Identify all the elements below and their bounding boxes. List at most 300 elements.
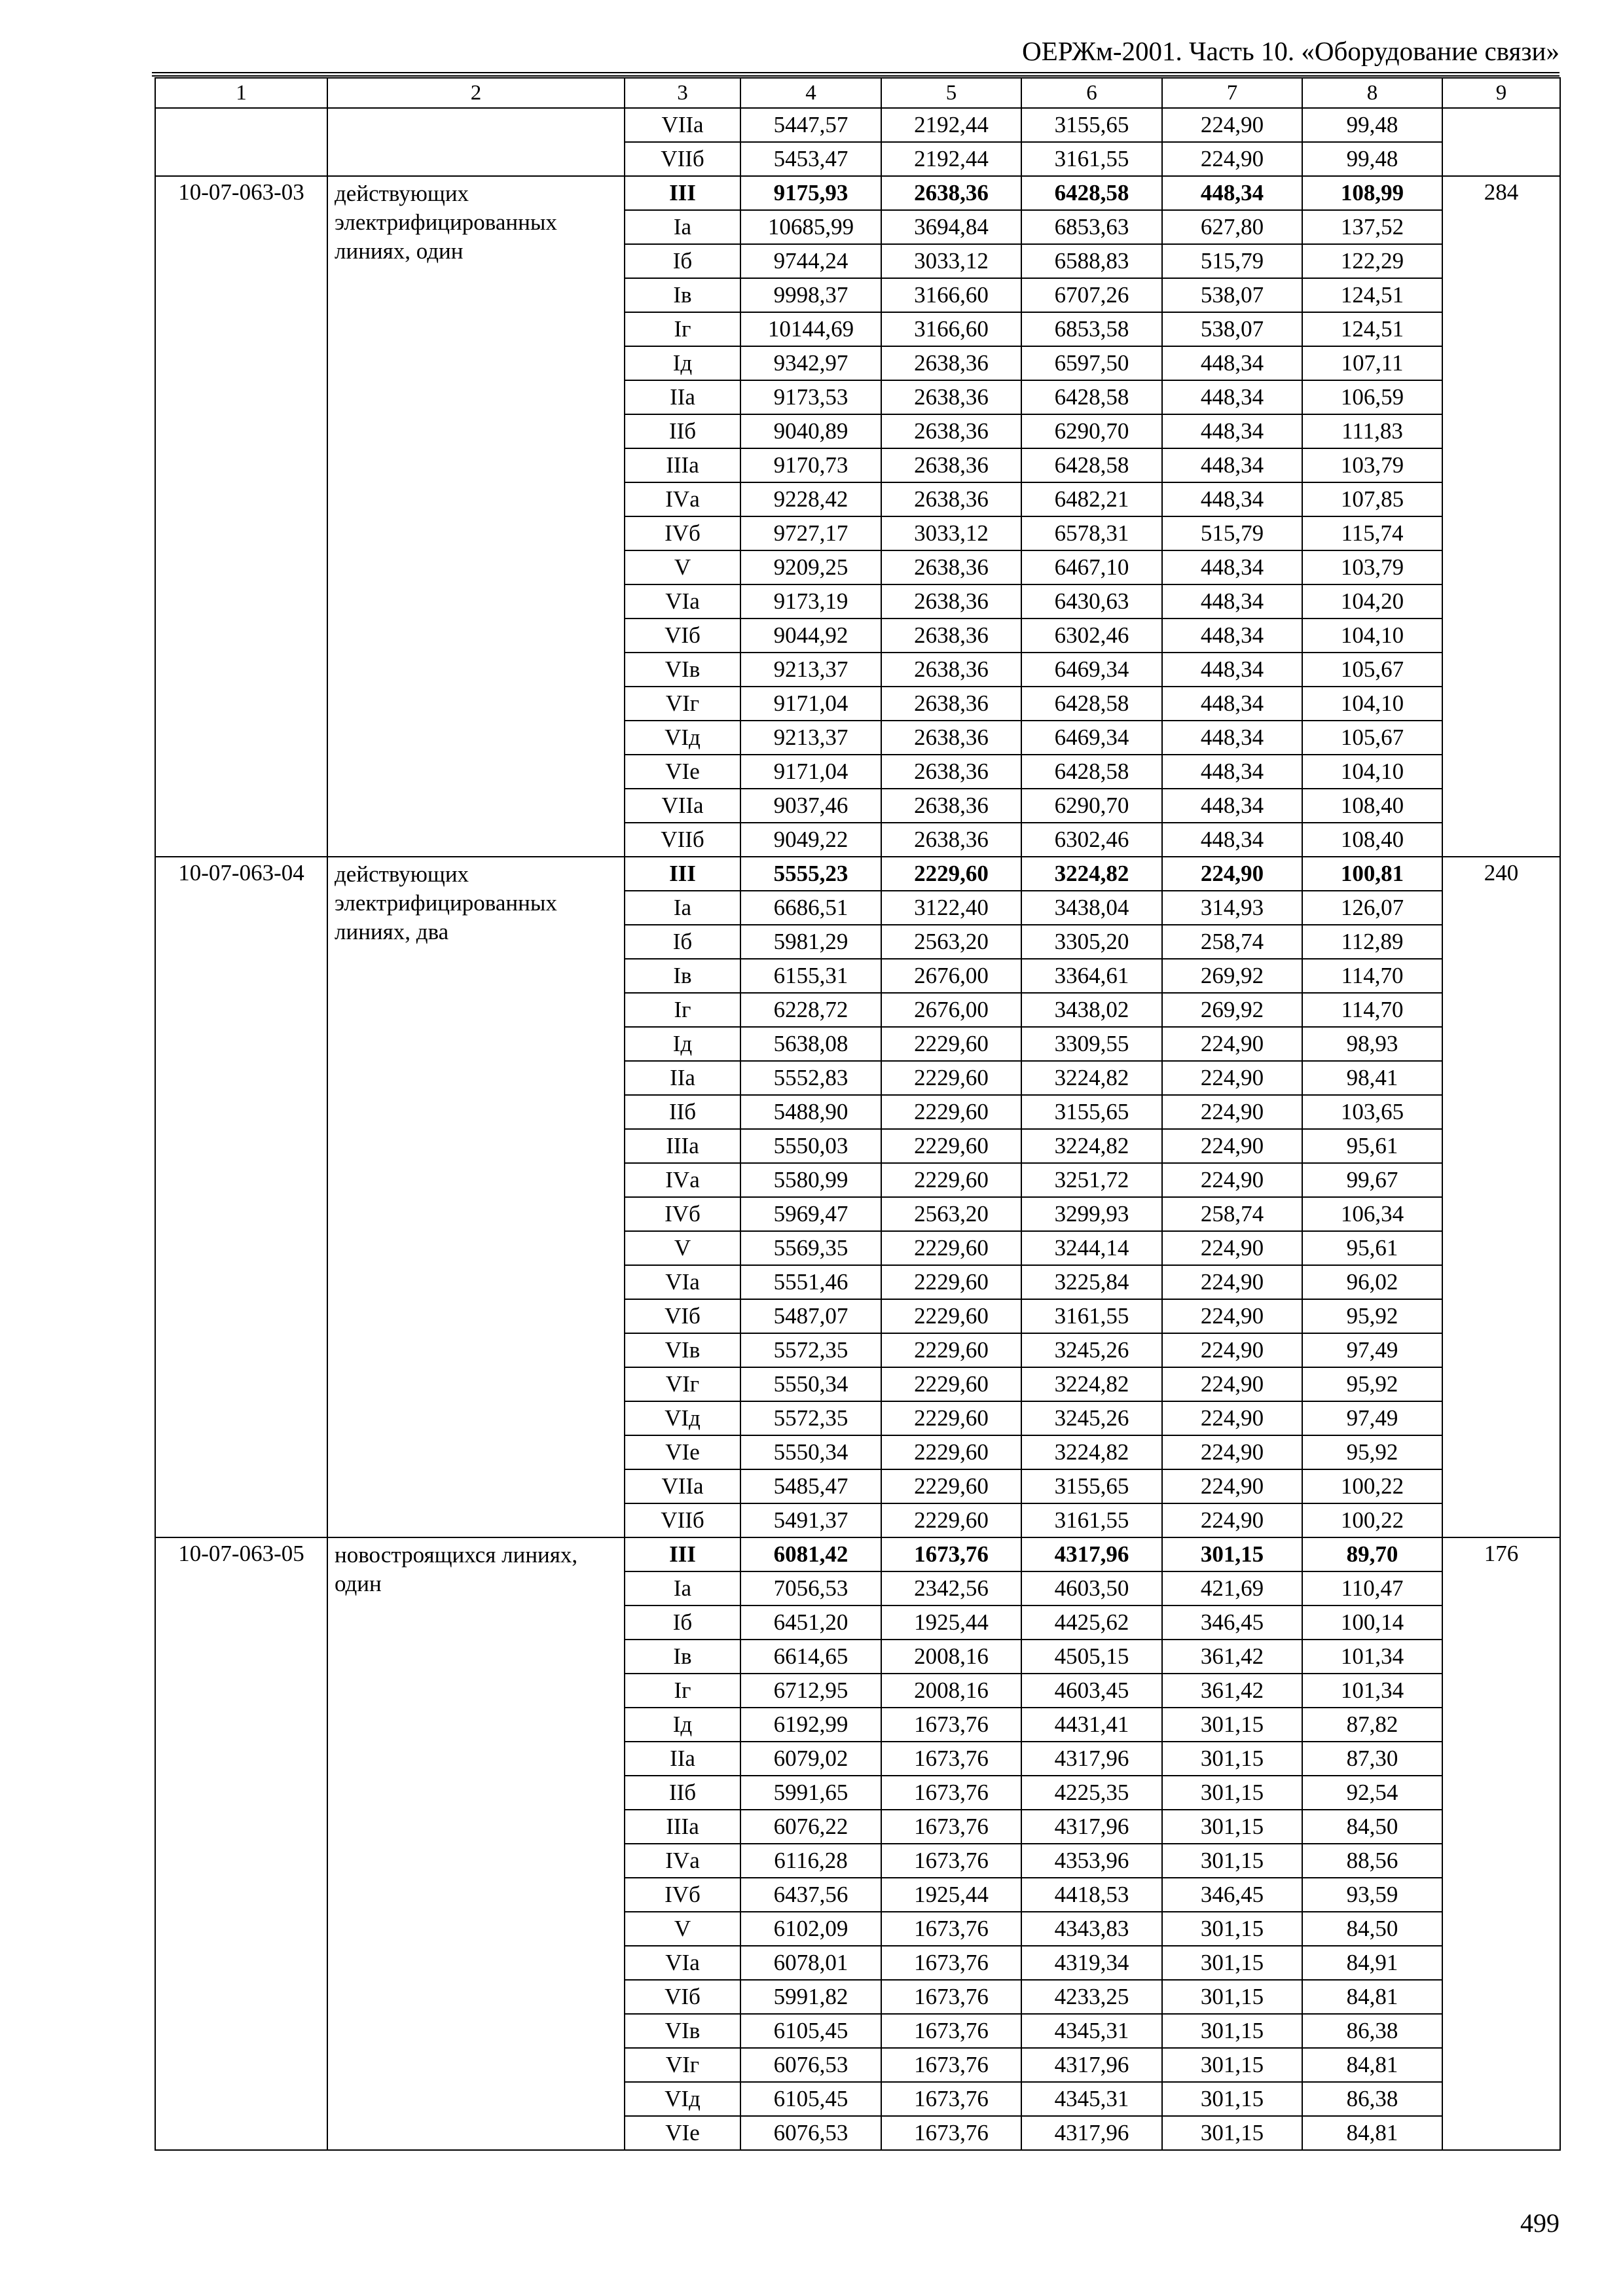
value-cell: 301,15 (1162, 2014, 1302, 2048)
table-row (155, 176, 1560, 210)
value-cell: 2638,36 (881, 380, 1021, 414)
value-cell: 448,34 (1162, 550, 1302, 584)
value-cell: 5550,34 (740, 1367, 881, 1401)
value-cell: 3225,84 (1021, 1265, 1162, 1299)
value-cell: 3245,26 (1021, 1401, 1162, 1435)
value-cell: 5491,37 (740, 1503, 881, 1537)
value-cell: 6437,56 (740, 1878, 881, 1912)
value-cell: 98,93 (1302, 1027, 1442, 1061)
value-cell: 6428,58 (1021, 380, 1162, 414)
value-cell: 2676,00 (881, 993, 1021, 1027)
value-cell: 3224,82 (1021, 1129, 1162, 1163)
value-cell: 4317,96 (1021, 2048, 1162, 2082)
value-cell: 3161,55 (1021, 1299, 1162, 1333)
value-cell: 95,92 (1302, 1299, 1442, 1333)
value-cell: 4225,35 (1021, 1776, 1162, 1810)
value-cell: 4418,53 (1021, 1878, 1162, 1912)
column-number-row (155, 78, 1560, 108)
value-cell: 2638,36 (881, 755, 1021, 789)
value-cell: 6482,21 (1021, 482, 1162, 516)
value-cell: 2229,60 (881, 1265, 1021, 1299)
value-cell: 6290,70 (1021, 789, 1162, 823)
value-cell: 5487,07 (740, 1299, 881, 1333)
value-cell: 301,15 (1162, 1946, 1302, 1980)
value-cell: 2563,20 (881, 925, 1021, 959)
value-cell: 5550,03 (740, 1129, 881, 1163)
value-cell: 301,15 (1162, 2082, 1302, 2116)
header-rule (152, 72, 1559, 77)
value-cell: 2638,36 (881, 448, 1021, 482)
value-cell: 3033,12 (881, 244, 1021, 278)
value-cell: 224,90 (1162, 857, 1302, 891)
value-cell: 538,07 (1162, 278, 1302, 312)
value-cell: 103,79 (1302, 448, 1442, 482)
value-cell: 258,74 (1162, 1197, 1302, 1231)
value-cell: 5447,57 (740, 108, 881, 142)
zone-cell: IIIа (625, 448, 740, 482)
value-cell: 2638,36 (881, 721, 1021, 755)
value-cell: 5638,08 (740, 1027, 881, 1061)
value-cell: 6116,28 (740, 1844, 881, 1878)
value-cell: 96,02 (1302, 1265, 1442, 1299)
value-cell: 301,15 (1162, 1742, 1302, 1776)
value-cell: 3155,65 (1021, 1095, 1162, 1129)
value-cell: 9173,19 (740, 584, 881, 619)
zone-cell: III (625, 857, 740, 891)
zone-cell: VIд (625, 721, 740, 755)
norm-code: 10-07-063-05 (155, 1537, 327, 2150)
value-cell: 2638,36 (881, 653, 1021, 687)
value-cell: 1673,76 (881, 1742, 1021, 1776)
value-cell: 108,40 (1302, 789, 1442, 823)
value-cell: 5485,47 (740, 1469, 881, 1503)
total-cell (1442, 108, 1560, 176)
value-cell: 3309,55 (1021, 1027, 1162, 1061)
value-cell: 448,34 (1162, 653, 1302, 687)
value-cell: 9744,24 (740, 244, 881, 278)
value-cell: 9173,53 (740, 380, 881, 414)
value-cell: 4343,83 (1021, 1912, 1162, 1946)
value-cell: 2638,36 (881, 687, 1021, 721)
zone-cell: VIIб (625, 823, 740, 857)
table-row (155, 1537, 1560, 1571)
value-cell: 88,56 (1302, 1844, 1442, 1878)
zone-cell: V (625, 1912, 740, 1946)
value-cell: 2638,36 (881, 176, 1021, 210)
value-cell: 115,74 (1302, 516, 1442, 550)
value-cell: 97,49 (1302, 1333, 1442, 1367)
norm-description: новостроящихся линиях, один (327, 1537, 625, 2150)
zone-cell: VIг (625, 687, 740, 721)
value-cell: 4353,96 (1021, 1844, 1162, 1878)
value-cell: 6428,58 (1021, 755, 1162, 789)
value-cell: 137,52 (1302, 210, 1442, 244)
value-cell: 107,11 (1302, 346, 1442, 380)
value-cell: 5552,83 (740, 1061, 881, 1095)
value-cell: 224,90 (1162, 1333, 1302, 1367)
value-cell: 2229,60 (881, 1061, 1021, 1095)
value-cell: 104,10 (1302, 687, 1442, 721)
zone-cell: IIб (625, 414, 740, 448)
value-cell: 1673,76 (881, 1912, 1021, 1946)
zone-cell: Iв (625, 1640, 740, 1674)
value-cell: 627,80 (1162, 210, 1302, 244)
value-cell: 448,34 (1162, 346, 1302, 380)
value-cell: 224,90 (1162, 1027, 1302, 1061)
value-cell: 95,92 (1302, 1367, 1442, 1401)
value-cell: 84,81 (1302, 2116, 1442, 2150)
value-cell: 5991,65 (740, 1776, 881, 1810)
zone-cell: IIб (625, 1095, 740, 1129)
value-cell: 124,51 (1302, 278, 1442, 312)
value-cell: 1673,76 (881, 1776, 1021, 1810)
zone-cell: Iв (625, 959, 740, 993)
value-cell: 9049,22 (740, 823, 881, 857)
value-cell: 224,90 (1162, 1299, 1302, 1333)
value-cell: 1673,76 (881, 2116, 1021, 2150)
value-cell: 2638,36 (881, 346, 1021, 380)
value-cell: 301,15 (1162, 1844, 1302, 1878)
value-cell: 2676,00 (881, 959, 1021, 993)
value-cell: 9213,37 (740, 653, 881, 687)
value-cell: 448,34 (1162, 755, 1302, 789)
zone-cell: IVб (625, 1197, 740, 1231)
value-cell: 1673,76 (881, 2082, 1021, 2116)
zone-cell: VIIа (625, 1469, 740, 1503)
value-cell: 301,15 (1162, 1776, 1302, 1810)
value-cell: 2229,60 (881, 1129, 1021, 1163)
value-cell: 3166,60 (881, 312, 1021, 346)
value-cell: 4431,41 (1021, 1708, 1162, 1742)
value-cell: 6105,45 (740, 2082, 881, 2116)
value-cell: 9044,92 (740, 619, 881, 653)
value-cell: 224,90 (1162, 1503, 1302, 1537)
value-cell: 84,81 (1302, 1980, 1442, 2014)
value-cell: 122,29 (1302, 244, 1442, 278)
value-cell: 2229,60 (881, 1333, 1021, 1367)
value-cell: 106,59 (1302, 380, 1442, 414)
value-cell: 3224,82 (1021, 1061, 1162, 1095)
value-cell: 448,34 (1162, 380, 1302, 414)
value-cell: 3438,02 (1021, 993, 1162, 1027)
table-row (155, 857, 1560, 891)
value-cell: 4317,96 (1021, 1537, 1162, 1571)
value-cell: 10144,69 (740, 312, 881, 346)
value-cell: 3166,60 (881, 278, 1021, 312)
value-cell: 6290,70 (1021, 414, 1162, 448)
value-cell: 2563,20 (881, 1197, 1021, 1231)
total-cell: 176 (1442, 1537, 1560, 2150)
value-cell: 95,61 (1302, 1231, 1442, 1265)
value-cell: 301,15 (1162, 1912, 1302, 1946)
zone-cell: III (625, 176, 740, 210)
total-cell: 240 (1442, 857, 1560, 1537)
zone-cell: Iг (625, 312, 740, 346)
value-cell: 103,65 (1302, 1095, 1442, 1129)
value-cell: 106,34 (1302, 1197, 1442, 1231)
zone-cell: VIа (625, 1265, 740, 1299)
zone-cell: VIд (625, 1401, 740, 1435)
value-cell: 2229,60 (881, 1503, 1021, 1537)
zone-cell: VIд (625, 2082, 740, 2116)
value-cell: 97,49 (1302, 1401, 1442, 1435)
value-cell: 301,15 (1162, 1708, 1302, 1742)
value-cell: 87,82 (1302, 1708, 1442, 1742)
zone-cell: Iб (625, 244, 740, 278)
value-cell: 2008,16 (881, 1674, 1021, 1708)
value-cell: 9213,37 (740, 721, 881, 755)
value-cell: 99,67 (1302, 1163, 1442, 1197)
value-cell: 5488,90 (740, 1095, 881, 1129)
value-cell: 9175,93 (740, 176, 881, 210)
value-cell: 2229,60 (881, 1027, 1021, 1061)
zone-cell: V (625, 1231, 740, 1265)
zone-cell: VIа (625, 1946, 740, 1980)
value-cell: 4345,31 (1021, 2014, 1162, 2048)
value-cell: 448,34 (1162, 789, 1302, 823)
value-cell: 104,10 (1302, 619, 1442, 653)
value-cell: 224,90 (1162, 1095, 1302, 1129)
value-cell: 6686,51 (740, 891, 881, 925)
value-cell: 2638,36 (881, 414, 1021, 448)
value-cell: 3122,40 (881, 891, 1021, 925)
value-cell: 224,90 (1162, 1469, 1302, 1503)
value-cell: 2638,36 (881, 789, 1021, 823)
value-cell: 4603,45 (1021, 1674, 1162, 1708)
zone-cell: IVб (625, 516, 740, 550)
value-cell: 6588,83 (1021, 244, 1162, 278)
value-cell: 6302,46 (1021, 619, 1162, 653)
zone-cell: VIв (625, 2014, 740, 2048)
value-cell: 2192,44 (881, 108, 1021, 142)
value-cell: 6076,53 (740, 2048, 881, 2082)
value-cell: 2638,36 (881, 823, 1021, 857)
value-cell: 3033,12 (881, 516, 1021, 550)
column-number: 3 (625, 78, 740, 108)
value-cell: 4317,96 (1021, 2116, 1162, 2150)
value-cell: 6081,42 (740, 1537, 881, 1571)
value-cell: 84,50 (1302, 1912, 1442, 1946)
value-cell: 84,81 (1302, 2048, 1442, 2082)
value-cell: 5572,35 (740, 1333, 881, 1367)
value-cell: 2229,60 (881, 1367, 1021, 1401)
value-cell: 5991,82 (740, 1980, 881, 2014)
value-cell: 100,14 (1302, 1605, 1442, 1640)
value-cell: 108,99 (1302, 176, 1442, 210)
value-cell: 4317,96 (1021, 1742, 1162, 1776)
value-cell: 84,91 (1302, 1946, 1442, 1980)
value-cell: 2192,44 (881, 142, 1021, 176)
zone-cell: VIIб (625, 1503, 740, 1537)
value-cell: 5555,23 (740, 857, 881, 891)
value-cell: 10685,99 (740, 210, 881, 244)
value-cell: 2638,36 (881, 584, 1021, 619)
value-cell: 2229,60 (881, 1435, 1021, 1469)
zone-cell: IIIа (625, 1129, 740, 1163)
value-cell: 301,15 (1162, 2116, 1302, 2150)
value-cell: 6614,65 (740, 1640, 881, 1674)
value-cell: 86,38 (1302, 2082, 1442, 2116)
norm-description (327, 108, 625, 176)
value-cell: 3161,55 (1021, 1503, 1162, 1537)
value-cell: 95,92 (1302, 1435, 1442, 1469)
zone-cell: Iб (625, 1605, 740, 1640)
norm-description: действующих электрифицированных линиях, два (327, 857, 625, 1537)
zone-cell: VIв (625, 653, 740, 687)
value-cell: 9040,89 (740, 414, 881, 448)
value-cell: 6469,34 (1021, 653, 1162, 687)
zone-cell: VIIб (625, 142, 740, 176)
value-cell: 2229,60 (881, 1469, 1021, 1503)
zone-cell: IIа (625, 380, 740, 414)
zone-cell: IVб (625, 1878, 740, 1912)
value-cell: 95,61 (1302, 1129, 1442, 1163)
value-cell: 314,93 (1162, 891, 1302, 925)
value-cell: 6078,01 (740, 1946, 881, 1980)
value-cell: 6105,45 (740, 2014, 881, 2048)
zone-cell: VIе (625, 2116, 740, 2150)
zone-cell: Iг (625, 993, 740, 1027)
value-cell: 1673,76 (881, 2048, 1021, 2082)
value-cell: 101,34 (1302, 1674, 1442, 1708)
value-cell: 6228,72 (740, 993, 881, 1027)
column-number: 6 (1021, 78, 1162, 108)
value-cell: 3161,55 (1021, 142, 1162, 176)
value-cell: 6430,63 (1021, 584, 1162, 619)
zone-cell: VIг (625, 2048, 740, 2082)
value-cell: 9171,04 (740, 755, 881, 789)
value-cell: 301,15 (1162, 1537, 1302, 1571)
page-number: 499 (1520, 2208, 1559, 2238)
value-cell: 104,20 (1302, 584, 1442, 619)
value-cell: 515,79 (1162, 244, 1302, 278)
value-cell: 5981,29 (740, 925, 881, 959)
zone-cell: VIг (625, 1367, 740, 1401)
zone-cell: VIа (625, 584, 740, 619)
table-body (155, 78, 1560, 2150)
value-cell: 6102,09 (740, 1912, 881, 1946)
value-cell: 224,90 (1162, 1367, 1302, 1401)
value-cell: 2638,36 (881, 482, 1021, 516)
column-number: 2 (327, 78, 625, 108)
value-cell: 6428,58 (1021, 448, 1162, 482)
value-cell: 6451,20 (740, 1605, 881, 1640)
column-number: 7 (1162, 78, 1302, 108)
column-number: 1 (155, 78, 327, 108)
value-cell: 7056,53 (740, 1571, 881, 1605)
value-cell: 361,42 (1162, 1674, 1302, 1708)
value-cell: 5569,35 (740, 1231, 881, 1265)
zone-cell: IIа (625, 1742, 740, 1776)
value-cell: 4319,34 (1021, 1946, 1162, 1980)
value-cell: 5969,47 (740, 1197, 881, 1231)
value-cell: 108,40 (1302, 823, 1442, 857)
value-cell: 3244,14 (1021, 1231, 1162, 1265)
value-cell: 1673,76 (881, 2014, 1021, 2048)
value-cell: 3155,65 (1021, 108, 1162, 142)
value-cell: 361,42 (1162, 1640, 1302, 1674)
value-cell: 2229,60 (881, 1401, 1021, 1435)
value-cell: 100,81 (1302, 857, 1442, 891)
value-cell: 9727,17 (740, 516, 881, 550)
value-cell: 448,34 (1162, 176, 1302, 210)
zone-cell: Iа (625, 891, 740, 925)
zone-cell: Iа (625, 210, 740, 244)
value-cell: 3438,04 (1021, 891, 1162, 925)
value-cell: 9170,73 (740, 448, 881, 482)
norm-code: 10-07-063-04 (155, 857, 327, 1537)
value-cell: 224,90 (1162, 1129, 1302, 1163)
value-cell: 3245,26 (1021, 1333, 1162, 1367)
value-cell: 224,90 (1162, 1231, 1302, 1265)
value-cell: 4317,96 (1021, 1810, 1162, 1844)
table-row (155, 108, 1560, 142)
value-cell: 3305,20 (1021, 925, 1162, 959)
value-cell: 5550,34 (740, 1435, 881, 1469)
zone-cell: Iг (625, 1674, 740, 1708)
value-cell: 124,51 (1302, 312, 1442, 346)
value-cell: 112,89 (1302, 925, 1442, 959)
value-cell: 2638,36 (881, 619, 1021, 653)
value-cell: 1673,76 (881, 1537, 1021, 1571)
column-number: 9 (1442, 78, 1560, 108)
value-cell: 224,90 (1162, 1163, 1302, 1197)
running-header: ОЕРЖм-2001. Часть 10. «Оборудование связи» (1022, 36, 1559, 66)
zone-cell: IIб (625, 1776, 740, 1810)
value-cell: 6853,63 (1021, 210, 1162, 244)
value-cell: 301,15 (1162, 1810, 1302, 1844)
zone-cell: Iд (625, 1708, 740, 1742)
value-cell: 9037,46 (740, 789, 881, 823)
value-cell: 538,07 (1162, 312, 1302, 346)
norm-code (155, 108, 327, 176)
norm-description: действующих электрифицированных линиях, один (327, 176, 625, 857)
value-cell: 114,70 (1302, 993, 1442, 1027)
value-cell: 105,67 (1302, 721, 1442, 755)
value-cell: 2229,60 (881, 1299, 1021, 1333)
value-cell: 126,07 (1302, 891, 1442, 925)
value-cell: 9209,25 (740, 550, 881, 584)
value-cell: 448,34 (1162, 414, 1302, 448)
value-cell: 6597,50 (1021, 346, 1162, 380)
zone-cell: III (625, 1537, 740, 1571)
value-cell: 99,48 (1302, 108, 1442, 142)
zone-cell: V (625, 550, 740, 584)
zone-cell: VIб (625, 619, 740, 653)
value-cell: 3224,82 (1021, 1435, 1162, 1469)
value-cell: 104,10 (1302, 755, 1442, 789)
value-cell: 448,34 (1162, 584, 1302, 619)
value-cell: 448,34 (1162, 687, 1302, 721)
value-cell: 6467,10 (1021, 550, 1162, 584)
value-cell: 111,83 (1302, 414, 1442, 448)
value-cell: 107,85 (1302, 482, 1442, 516)
value-cell: 4425,62 (1021, 1605, 1162, 1640)
value-cell: 2229,60 (881, 857, 1021, 891)
value-cell: 5551,46 (740, 1265, 881, 1299)
norm-code: 10-07-063-03 (155, 176, 327, 857)
value-cell: 1673,76 (881, 1844, 1021, 1878)
total-cell: 284 (1442, 176, 1560, 857)
zone-cell: Iд (625, 346, 740, 380)
value-cell: 258,74 (1162, 925, 1302, 959)
value-cell: 9171,04 (740, 687, 881, 721)
value-cell: 2229,60 (881, 1163, 1021, 1197)
zone-cell: IVа (625, 1844, 740, 1878)
value-cell: 448,34 (1162, 482, 1302, 516)
value-cell: 4233,25 (1021, 1980, 1162, 2014)
column-number: 4 (740, 78, 881, 108)
